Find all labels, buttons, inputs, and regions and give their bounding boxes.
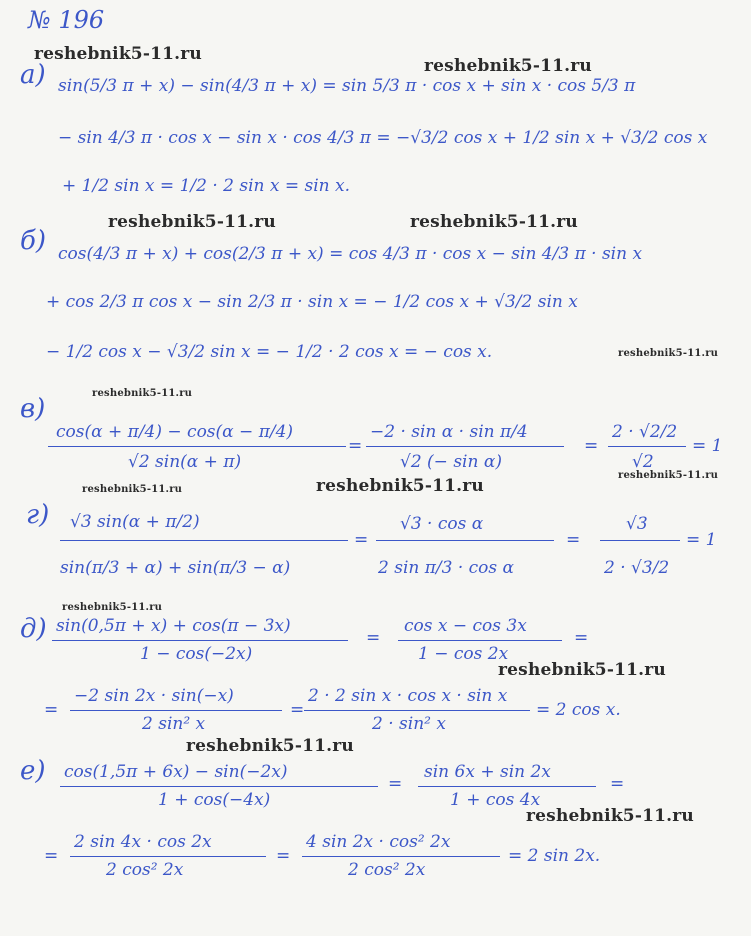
part-d-equals-2: = (574, 628, 589, 648)
part-e-label: е) (20, 756, 46, 786)
part-e-equals-3: = (44, 846, 59, 866)
part-e-fraction-bar (60, 786, 378, 787)
part-v-result: = 1 (692, 436, 723, 456)
watermark: reshebnik5-11.ru (618, 470, 719, 481)
watermark: reshebnik5-11.ru (526, 806, 694, 826)
part-v-label: в) (20, 394, 46, 424)
part-v-step-1-denominator: √2 (− sin α) (400, 452, 502, 472)
part-e-step-3-numerator: 4 sin 2x · cos² 2x (306, 832, 451, 852)
part-v-step-2-bar (608, 446, 686, 447)
part-b-line-3: − 1/2 cos x − √3/2 sin x = − 1/2 · 2 cos x = − cos x. (46, 342, 493, 362)
watermark: reshebnik5-11.ru (410, 212, 578, 232)
watermark: reshebnik5-11.ru (82, 484, 183, 495)
watermark: reshebnik5-11.ru (498, 660, 666, 680)
part-a-line-1: sin(5/3 π + x) − sin(4/3 π + x) = sin 5/3 π · cos x + sin x · cos 5/3 π (58, 76, 636, 96)
part-g-step-1-numerator: √3 · cos α (400, 514, 484, 534)
part-d-step-3-bar (304, 710, 530, 711)
part-v-step-2-denominator: √2 (632, 452, 654, 472)
part-d-fraction-bar (52, 640, 348, 641)
part-e-denominator: 1 + cos(−4x) (158, 790, 271, 810)
watermark: reshebnik5-11.ru (108, 212, 276, 232)
part-e-step-1-bar (418, 786, 596, 787)
part-g-fraction-bar (60, 540, 348, 541)
part-b-line-2: + cos 2/3 π cos x − sin 2/3 π · sin x = − 1/2 cos x + √3/2 sin x (46, 292, 578, 312)
part-g-label: г) (26, 500, 50, 530)
part-g-equals-1: = (354, 530, 369, 550)
part-g-denominator: sin(π/3 + α) + sin(π/3 − α) (60, 558, 291, 578)
part-d-step-2-denominator: 2 sin² x (142, 714, 206, 734)
part-e-equals-1: = (388, 774, 403, 794)
part-e-equals-2: = (610, 774, 625, 794)
part-e-numerator: cos(1,5π + 6x) − sin(−2x) (64, 762, 288, 782)
part-d-step-1-bar (398, 640, 562, 641)
part-d-denominator: 1 − cos(−2x) (140, 644, 253, 664)
problem-number: № 196 (28, 6, 105, 34)
watermark: reshebnik5-11.ru (186, 736, 354, 756)
part-a-label: а) (20, 60, 46, 90)
part-g-numerator: √3 sin(α + π/2) (70, 512, 200, 532)
part-d-result: = 2 cos x. (536, 700, 621, 720)
watermark: reshebnik5-11.ru (424, 56, 592, 76)
part-e-step-2-numerator: 2 sin 4x · cos 2x (74, 832, 212, 852)
part-e-step-2-denominator: 2 cos² 2x (106, 860, 184, 880)
part-d-step-3-numerator: 2 · 2 sin x · cos x · sin x (308, 686, 508, 706)
part-e-step-3-bar (302, 856, 500, 857)
part-v-equals-1: = (348, 436, 363, 456)
part-g-step-2-denominator: 2 · √3/2 (604, 558, 670, 578)
watermark: reshebnik5-11.ru (316, 476, 484, 496)
part-v-denominator: √2 sin(α + π) (128, 452, 242, 472)
part-a-line-2: − sin 4/3 π · cos x − sin x · cos 4/3 π = −√3/2 cos x + 1/2 sin x + √3/2 cos x (58, 128, 708, 148)
part-g-step-1-denominator: 2 sin π/3 · cos α (378, 558, 515, 578)
part-g-result: = 1 (686, 530, 717, 550)
part-g-equals-2: = (566, 530, 581, 550)
watermark: reshebnik5-11.ru (34, 44, 202, 64)
part-v-step-2-numerator: 2 · √2/2 (612, 422, 678, 442)
part-g-step-1-bar (376, 540, 554, 541)
part-d-equals-3: = (44, 700, 59, 720)
part-e-equals-4: = (276, 846, 291, 866)
part-d-step-1-numerator: cos x − cos 3x (404, 616, 527, 636)
part-e-result: = 2 sin 2x. (508, 846, 601, 866)
part-b-label: б) (20, 226, 47, 256)
part-v-fraction-bar (48, 446, 346, 447)
part-b-line-1: cos(4/3 π + x) + cos(2/3 π + x) = cos 4/3 π · cos x − sin 4/3 π · sin x (58, 244, 643, 264)
part-d-step-2-numerator: −2 sin 2x · sin(−x) (74, 686, 234, 706)
watermark: reshebnik5-11.ru (62, 602, 163, 613)
watermark: reshebnik5-11.ru (618, 348, 719, 359)
part-d-step-3-denominator: 2 · sin² x (372, 714, 446, 734)
part-a-line-3: + 1/2 sin x = 1/2 · 2 sin x = sin x. (62, 176, 351, 196)
watermark: reshebnik5-11.ru (92, 388, 193, 399)
part-d-equals-1: = (366, 628, 381, 648)
part-v-step-1-bar (366, 446, 564, 447)
part-e-step-2-bar (70, 856, 266, 857)
part-v-numerator: cos(α + π/4) − cos(α − π/4) (56, 422, 294, 442)
part-d-step-1-denominator: 1 − cos 2x (418, 644, 509, 664)
part-g-step-2-bar (600, 540, 680, 541)
part-e-step-3-denominator: 2 cos² 2x (348, 860, 426, 880)
part-g-step-2-numerator: √3 (626, 514, 648, 534)
part-v-step-1-numerator: −2 · sin α · sin π/4 (370, 422, 528, 442)
part-e-step-1-numerator: sin 6x + sin 2x (424, 762, 551, 782)
part-d-equals-4: = (290, 700, 305, 720)
part-e-step-1-denominator: 1 + cos 4x (450, 790, 541, 810)
part-d-label: д) (20, 614, 47, 644)
part-d-step-2-bar (70, 710, 282, 711)
part-v-equals-2: = (584, 436, 599, 456)
part-d-numerator: sin(0,5π + x) + cos(π − 3x) (56, 616, 291, 636)
